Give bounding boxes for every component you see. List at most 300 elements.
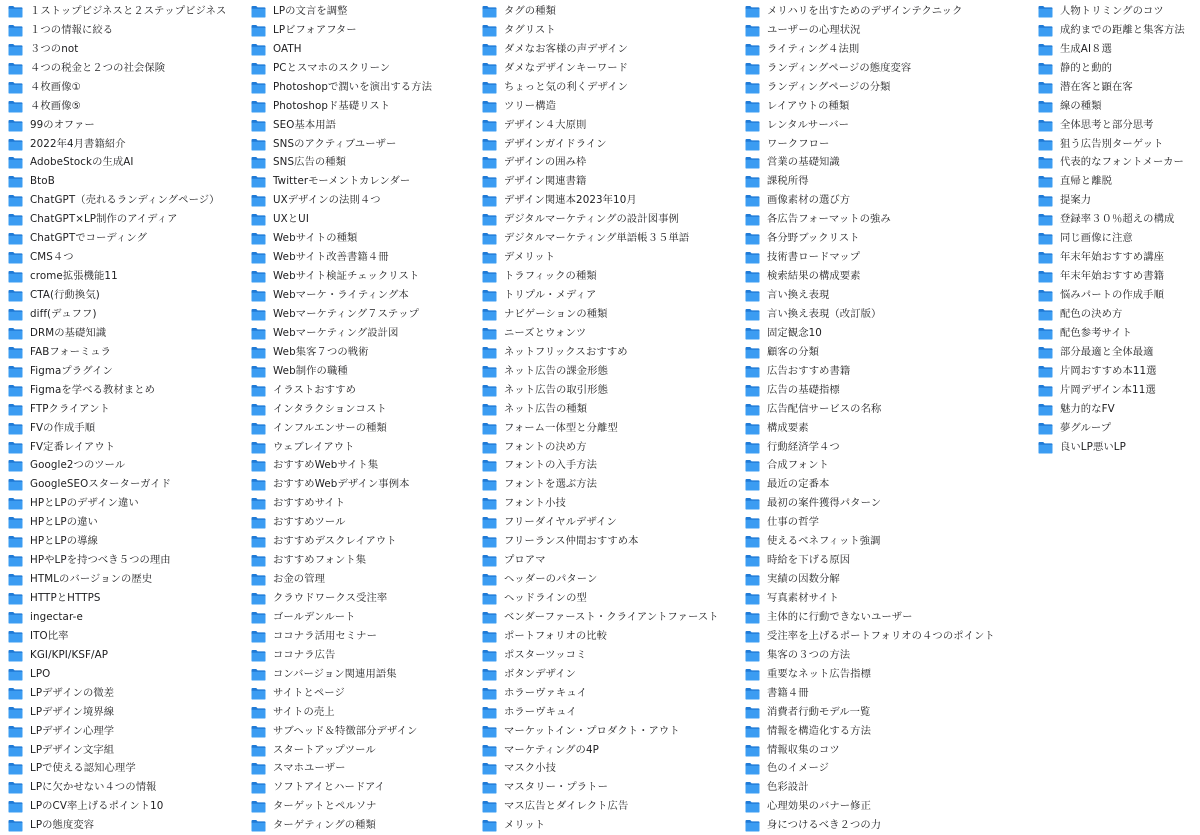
folder-item[interactable] (482, 381, 719, 400)
folder-label: 99のオファー (30, 118, 95, 131)
folder-item[interactable] (8, 627, 226, 646)
folder-item[interactable] (745, 21, 995, 40)
folder-item[interactable] (482, 760, 719, 779)
folder-item[interactable] (8, 305, 226, 324)
folder-label: メリット (504, 819, 546, 832)
folder-item[interactable] (745, 210, 995, 229)
folder-item[interactable] (8, 400, 226, 419)
folder-icon (8, 156, 30, 169)
folder-item[interactable] (8, 551, 226, 570)
folder-label: Webマーケ・ライティング本 (273, 289, 409, 302)
folder-item[interactable] (745, 703, 995, 722)
folder-item[interactable] (8, 191, 226, 210)
folder-item[interactable] (8, 475, 226, 494)
folder-item[interactable] (1038, 286, 1185, 305)
folder-item[interactable] (1038, 210, 1185, 229)
folder-item[interactable] (482, 78, 719, 97)
folder-item[interactable] (8, 703, 226, 722)
folder-item[interactable] (745, 532, 995, 551)
folder-item[interactable] (745, 324, 995, 343)
folder-label: ingectar-e (30, 610, 83, 623)
folder-item[interactable] (251, 419, 432, 438)
folder-label: 魅力的なFV (1060, 402, 1115, 415)
folder-icon (251, 270, 273, 283)
folder-label: デザイン４大原則 (504, 118, 587, 131)
folder-item[interactable] (482, 154, 719, 173)
folder-item[interactable] (251, 191, 432, 210)
folder-icon (745, 422, 767, 435)
folder-item[interactable] (251, 172, 432, 191)
folder-item[interactable] (251, 608, 432, 627)
folder-item[interactable] (8, 760, 226, 779)
folder-item[interactable] (745, 286, 995, 305)
folder-item[interactable] (8, 494, 226, 513)
folder-label: ダメなお客様の声デザイン (504, 42, 629, 55)
folder-item[interactable] (482, 248, 719, 267)
folder-item[interactable] (482, 116, 719, 135)
folder-icon (482, 270, 504, 283)
folder-item[interactable] (482, 324, 719, 343)
folder-item[interactable] (8, 248, 226, 267)
folder-icon (482, 194, 504, 207)
folder-label: LPビフォアフター (273, 23, 357, 36)
folder-label: Photoshopで潤いを演出する方法 (273, 80, 432, 93)
folder-label: おすすめWebデザイン事例本 (273, 478, 410, 491)
folder-label: ウェブレイアウト (273, 440, 355, 453)
folder-item[interactable] (251, 286, 432, 305)
folder-label: Google2つのツール (30, 459, 126, 472)
folder-item[interactable] (251, 135, 432, 154)
folder-label: ネット広告の種類 (504, 402, 588, 415)
folder-label: 情報収集のコツ (767, 743, 840, 756)
folder-item[interactable] (251, 665, 432, 684)
folder-item[interactable] (251, 532, 432, 551)
folder-item[interactable] (8, 438, 226, 457)
folder-item[interactable] (482, 286, 719, 305)
folder-item[interactable] (251, 475, 432, 494)
folder-item[interactable] (1038, 438, 1185, 457)
folder-item[interactable] (8, 419, 226, 438)
folder-item[interactable] (1038, 248, 1185, 267)
folder-item[interactable] (251, 229, 432, 248)
folder-item[interactable] (8, 135, 226, 154)
folder-item[interactable] (482, 59, 719, 78)
folder-item[interactable] (251, 722, 432, 741)
folder-label: 各広告フォーマットの強み (767, 213, 891, 226)
folder-item[interactable] (745, 229, 995, 248)
folder-item[interactable] (251, 40, 432, 59)
folder-label: ココナラ広告 (273, 648, 336, 661)
folder-item[interactable] (8, 589, 226, 608)
folder-icon (745, 687, 767, 700)
folder-item[interactable] (251, 381, 432, 400)
folder-item[interactable] (1038, 305, 1185, 324)
folder-label: マーケティングの4P (504, 743, 599, 756)
folder-item[interactable] (8, 665, 226, 684)
folder-item[interactable] (1038, 381, 1185, 400)
folder-icon (251, 119, 273, 132)
folder-icon (251, 706, 273, 719)
folder-item[interactable] (482, 797, 719, 816)
folder-item[interactable] (482, 608, 719, 627)
folder-item[interactable] (482, 135, 719, 154)
folder-item[interactable] (482, 494, 719, 513)
folder-icon (745, 175, 767, 188)
folder-item[interactable] (251, 570, 432, 589)
folder-item[interactable] (251, 343, 432, 362)
folder-icon (482, 611, 504, 624)
folder-item[interactable] (482, 722, 719, 741)
folder-item[interactable] (482, 305, 719, 324)
folder-item[interactable] (745, 722, 995, 741)
folder-item[interactable] (251, 494, 432, 513)
folder-item[interactable] (745, 797, 995, 816)
folder-icon (745, 308, 767, 321)
folder-label: UXとUI (273, 213, 309, 226)
folder-item[interactable] (482, 400, 719, 419)
folder-item[interactable] (745, 570, 995, 589)
folder-item[interactable] (482, 419, 719, 438)
folder-label: ダメなデザインキーワード (504, 61, 629, 74)
folder-item[interactable] (745, 97, 995, 116)
folder-icon (8, 213, 30, 226)
folder-item[interactable] (745, 494, 995, 513)
folder-icon (482, 819, 504, 832)
folder-item[interactable] (482, 362, 719, 381)
folder-item[interactable] (745, 589, 995, 608)
folder-item[interactable] (251, 97, 432, 116)
folder-label: 良いLP悪いLP (1060, 440, 1126, 453)
folder-item[interactable] (745, 248, 995, 267)
folder-label: トラフィックの種類 (504, 270, 597, 283)
folder-item[interactable] (251, 589, 432, 608)
folder-icon (482, 744, 504, 757)
folder-icon (251, 138, 273, 151)
folder-item[interactable] (482, 97, 719, 116)
folder-item[interactable] (482, 2, 719, 21)
folder-item[interactable] (482, 21, 719, 40)
folder-item[interactable] (251, 248, 432, 267)
folder-item[interactable] (8, 797, 226, 816)
folder-item[interactable] (251, 438, 432, 457)
folder-item[interactable] (8, 381, 226, 400)
folder-item[interactable] (251, 324, 432, 343)
folder-item[interactable] (745, 267, 995, 286)
folder-item[interactable] (745, 816, 995, 835)
folder-icon (251, 365, 273, 378)
folder-item[interactable] (745, 551, 995, 570)
folder-label: デメリット (504, 251, 556, 264)
folder-item[interactable] (8, 286, 226, 305)
folder-label: Web制作の職種 (273, 364, 348, 377)
folder-item[interactable] (482, 589, 719, 608)
folder-label: DRMの基礎知識 (30, 326, 107, 339)
folder-item[interactable] (8, 40, 226, 59)
folder-item[interactable] (8, 457, 226, 476)
folder-item[interactable] (745, 457, 995, 476)
folder-item[interactable] (745, 400, 995, 419)
folder-icon (1038, 138, 1060, 151)
folder-item[interactable] (745, 154, 995, 173)
folder-item[interactable] (482, 343, 719, 362)
folder-icon (251, 819, 273, 832)
folder-item[interactable] (251, 513, 432, 532)
folder-label: レイアウトの種類 (767, 99, 850, 112)
folder-item[interactable] (482, 570, 719, 589)
folder-item[interactable] (8, 267, 226, 286)
folder-label: 時給を下げる原因 (767, 554, 851, 567)
folder-icon (745, 327, 767, 340)
folder-icon (482, 308, 504, 321)
folder-item[interactable] (745, 475, 995, 494)
folder-item[interactable] (482, 741, 719, 760)
folder-label: ニーズとウォンツ (504, 326, 587, 339)
folder-item[interactable] (251, 551, 432, 570)
folder-label: Webマーケティング７ステップ (273, 307, 420, 320)
folder-label: HPやLPを持つべき５つの理由 (30, 554, 171, 567)
folder-item[interactable] (1038, 40, 1185, 59)
folder-item[interactable] (745, 135, 995, 154)
folder-item[interactable] (251, 703, 432, 722)
folder-item[interactable] (251, 154, 432, 173)
folder-icon (8, 422, 30, 435)
folder-icon (482, 175, 504, 188)
folder-item[interactable] (8, 532, 226, 551)
folder-icon (251, 573, 273, 586)
folder-item[interactable] (1038, 97, 1185, 116)
folder-icon (251, 81, 273, 94)
folder-item[interactable] (482, 551, 719, 570)
folder-label: マスク小技 (504, 762, 556, 775)
folder-label: LPの文言を調整 (273, 4, 348, 17)
folder-item[interactable] (251, 627, 432, 646)
folder-item[interactable] (1038, 362, 1185, 381)
folder-item[interactable] (745, 665, 995, 684)
folder-item[interactable] (1038, 343, 1185, 362)
folder-item[interactable] (8, 2, 226, 21)
folder-item[interactable] (745, 760, 995, 779)
folder-item[interactable] (251, 797, 432, 816)
folder-item[interactable] (8, 741, 226, 760)
folder-item[interactable] (482, 778, 719, 797)
folder-icon (251, 535, 273, 548)
folder-label: 潜在客と顕在客 (1060, 80, 1133, 93)
folder-item[interactable] (8, 816, 226, 835)
folder-item[interactable] (1038, 116, 1185, 135)
folder-icon (8, 819, 30, 832)
folder-item[interactable] (1038, 21, 1185, 40)
folder-item[interactable] (1038, 324, 1185, 343)
folder-item[interactable] (251, 21, 432, 40)
folder-icon (8, 497, 30, 510)
folder-item[interactable] (745, 627, 995, 646)
folder-item[interactable] (8, 154, 226, 173)
folder-item[interactable] (251, 816, 432, 835)
folder-label: 心理効果のバナー修正 (767, 800, 871, 813)
folder-label: イラストおすすめ (273, 383, 356, 396)
folder-item[interactable] (482, 172, 719, 191)
folder-item[interactable] (1038, 267, 1185, 286)
folder-item[interactable] (251, 362, 432, 381)
folder-item[interactable] (8, 172, 226, 191)
folder-item[interactable] (745, 78, 995, 97)
folder-icon (482, 441, 504, 454)
folder-label: 身につけるべき２つの力 (767, 819, 882, 832)
folder-item[interactable] (482, 210, 719, 229)
folder-item[interactable] (8, 78, 226, 97)
folder-icon (482, 232, 504, 245)
folder-label: ネット広告の取引形態 (504, 383, 608, 396)
folder-item[interactable] (745, 191, 995, 210)
folder-item[interactable] (745, 438, 995, 457)
folder-label: HPとLPの違い (30, 516, 98, 529)
folder-label: ツリー構造 (504, 99, 556, 112)
folder-item[interactable] (251, 400, 432, 419)
folder-item[interactable] (482, 703, 719, 722)
folder-label: SNS広告の種類 (273, 156, 347, 169)
folder-item[interactable] (251, 2, 432, 21)
folder-icon (482, 81, 504, 94)
folder-item[interactable] (251, 646, 432, 665)
folder-item[interactable] (8, 362, 226, 381)
folder-icon (8, 100, 30, 113)
folder-item[interactable] (745, 59, 995, 78)
folder-icon (8, 308, 30, 321)
folder-label: デザインガイドライン (504, 137, 607, 150)
folder-item[interactable] (745, 608, 995, 627)
folder-item[interactable] (1038, 229, 1185, 248)
folder-item[interactable] (745, 362, 995, 381)
folder-item[interactable] (482, 684, 719, 703)
folder-item[interactable] (251, 210, 432, 229)
folder-item[interactable] (745, 305, 995, 324)
folder-label: サイトとページ (273, 686, 345, 699)
folder-item[interactable] (745, 419, 995, 438)
folder-item[interactable] (1038, 2, 1185, 21)
folder-item[interactable] (1038, 135, 1185, 154)
folder-item[interactable] (482, 191, 719, 210)
folder-item[interactable] (482, 40, 719, 59)
folder-item[interactable] (745, 2, 995, 21)
folder-item[interactable] (745, 646, 995, 665)
folder-item[interactable] (745, 513, 995, 532)
folder-item[interactable] (8, 229, 226, 248)
folder-icon (745, 81, 767, 94)
folder-item[interactable] (1038, 191, 1185, 210)
folder-item[interactable] (8, 343, 226, 362)
folder-item[interactable] (482, 665, 719, 684)
folder-item[interactable] (8, 97, 226, 116)
folder-label: 使えるベネフィット強調 (767, 535, 881, 548)
folder-item[interactable] (8, 722, 226, 741)
folder-item[interactable] (8, 59, 226, 78)
folder-item[interactable] (251, 59, 432, 78)
folder-icon (251, 497, 273, 510)
folder-item[interactable] (8, 21, 226, 40)
folder-item[interactable] (8, 570, 226, 589)
folder-icon (482, 800, 504, 813)
folder-item[interactable] (745, 116, 995, 135)
folder-item[interactable] (482, 438, 719, 457)
folder-item[interactable] (482, 267, 719, 286)
folder-item[interactable] (8, 684, 226, 703)
folder-item[interactable] (745, 778, 995, 797)
folder-label: サブヘッド＆特徴部分デザイン (273, 724, 418, 737)
folder-icon (482, 100, 504, 113)
folder-item[interactable] (745, 172, 995, 191)
folder-item[interactable] (1038, 172, 1185, 191)
folder-item[interactable] (1038, 78, 1185, 97)
folder-item[interactable] (482, 627, 719, 646)
folder-item[interactable] (251, 78, 432, 97)
folder-item[interactable] (251, 741, 432, 760)
folder-label: 受注率を上げるポートフォリオの４つのポイント (767, 629, 995, 642)
folder-item[interactable] (745, 343, 995, 362)
folder-item[interactable] (251, 116, 432, 135)
folder-item[interactable] (8, 778, 226, 797)
folder-label: ユーザーの心理状況 (767, 23, 861, 36)
folder-label: 最近の定番本 (767, 478, 830, 491)
folder-item[interactable] (482, 816, 719, 835)
folder-item[interactable] (251, 760, 432, 779)
folder-item[interactable] (745, 381, 995, 400)
folder-icon (8, 800, 30, 813)
folder-icon (251, 668, 273, 681)
folder-label: おすすめWebサイト集 (273, 459, 379, 472)
folder-item[interactable] (8, 646, 226, 665)
folder-item[interactable] (251, 778, 432, 797)
folder-item[interactable] (482, 457, 719, 476)
folder-icon (745, 744, 767, 757)
folder-label: プロアマ (504, 554, 546, 567)
folder-item[interactable] (251, 305, 432, 324)
folder-item[interactable] (482, 513, 719, 532)
folder-label: 年末年始おすすめ講座 (1060, 251, 1165, 264)
folder-icon (745, 478, 767, 491)
folder-item[interactable] (482, 532, 719, 551)
folder-item[interactable] (8, 513, 226, 532)
folder-item[interactable] (8, 324, 226, 343)
folder-item[interactable] (8, 210, 226, 229)
folder-item[interactable] (1038, 154, 1185, 173)
folder-item[interactable] (251, 457, 432, 476)
folder-item[interactable] (745, 741, 995, 760)
folder-label: LPのCV率上げるポイント10 (30, 800, 164, 813)
folder-icon (8, 251, 30, 264)
folder-item[interactable] (1038, 419, 1185, 438)
folder-label: ４枚画像① (30, 80, 81, 93)
folder-icon (251, 554, 273, 567)
folder-item[interactable] (8, 608, 226, 627)
folder-label: 実績の因数分解 (767, 573, 840, 586)
folder-item[interactable] (482, 646, 719, 665)
folder-item[interactable] (1038, 59, 1185, 78)
folder-label: 行動経済学４つ (767, 440, 840, 453)
folder-item[interactable] (745, 40, 995, 59)
folder-item[interactable] (745, 684, 995, 703)
folder-icon (482, 346, 504, 359)
folder-item[interactable] (1038, 400, 1185, 419)
folder-item[interactable] (8, 116, 226, 135)
folder-label: ChatGPT（売れるランディングページ） (30, 194, 220, 207)
folder-label: HPとLPのデザイン違い (30, 497, 139, 510)
folder-item[interactable] (482, 475, 719, 494)
folder-icon (482, 459, 504, 472)
folder-item[interactable] (251, 267, 432, 286)
folder-item[interactable] (482, 229, 719, 248)
folder-item[interactable] (251, 684, 432, 703)
folder-label: diff(デュフフ) (30, 307, 97, 320)
